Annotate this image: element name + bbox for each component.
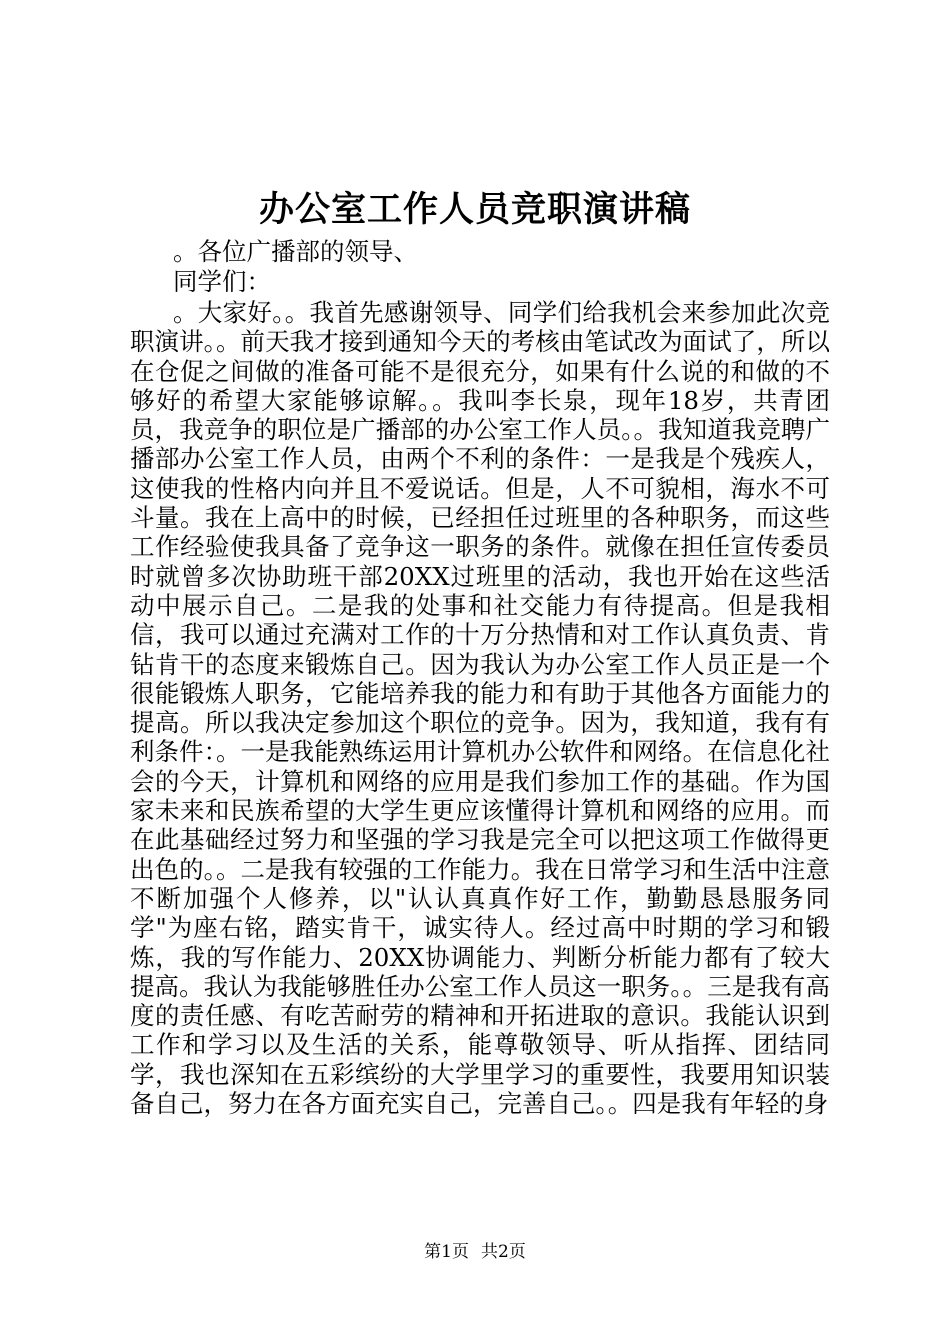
page-total: 共2页	[481, 1242, 526, 1262]
greeting-line-2: 同学们：	[173, 267, 271, 296]
document-title: 办公室工作人员竞职演讲稿	[258, 189, 691, 230]
speech-body: 。大家好。。我首先感谢领导、同学们给我机会来参加此次竞职演讲。。前天我才接到通知今天的考核由笔试改为面试了，所以在仓促之间做的准备可能不是很充分，如果有什么说的和做的不够好的希望大家能够谅解。。我叫李长泉，现年18岁，共青团员，我竞争的职位是广播部的办公室工作人员。。我知道我竞聘广播部办公室工作人员，由两个不利的条件：一是我是个残疾人，这使我的性格内向并且不爱说话。但是，人不可貌相，海水不可斗量。我在上高中的时候，已经担任过班里的各种职务，而这些工作经验使我具备了竞争这一职务的条件。就像在担任宣传委员时就曾多次协助班干部20XX过班里的活动，我也开始在这些活动中展示自己。二是我的处事和社交能力有待提高。但是我相信，我可以通过充满对工作的十万分热情和对工作认真负责、肯钻肯干的态度来锻炼自己。因为我认为办公室工作人员正是一个很能锻炼人职务，它能培养我的能力和有助于其他各方面能力的提高。所以我决定参加这个职位的竞争。因为，我知道，我有有利条件：。一是我能熟练运用计算机办公软件和网络。在信息化社会的今天，计算机和网络的应用是我们参加工作的基础。作为国家未来和民族希望的大学生更应该懂得计算机和网络的应用。而在此基础经过努力和坚强的学习我是完全可以把这项工作做得更出色的。。二是我有较强的工作能力。我在日常学习和生活中注意不断加强个人修养，以"认认真真作好工作，勤勤恳恳服务同学"为座右铭，踏实肯干，诚实待人。经过高中时期的学习和锻炼，我的写作能力、20XX协调能力、判断分析能力都有了较大提高。我认为我能够胜任办公室工作人员这一职务。。三是我有高度的责任感、有吃苦耐劳的精神和开拓进取的意识。我能认识到工作和学习以及生活的关系，能尊敬领导、听从指挥、团结同学，我也深知在五彩缤纷的大学里学习的重要性，我要用知识装备自己，努力在各方面充实自己，完善自己。。四是我有年轻的身	[130, 298, 830, 1119]
greeting-line-1: 。各位广播部的领导、	[173, 237, 418, 266]
page-footer	[0, 1240, 950, 1264]
page-number: 第1页	[424, 1242, 469, 1262]
